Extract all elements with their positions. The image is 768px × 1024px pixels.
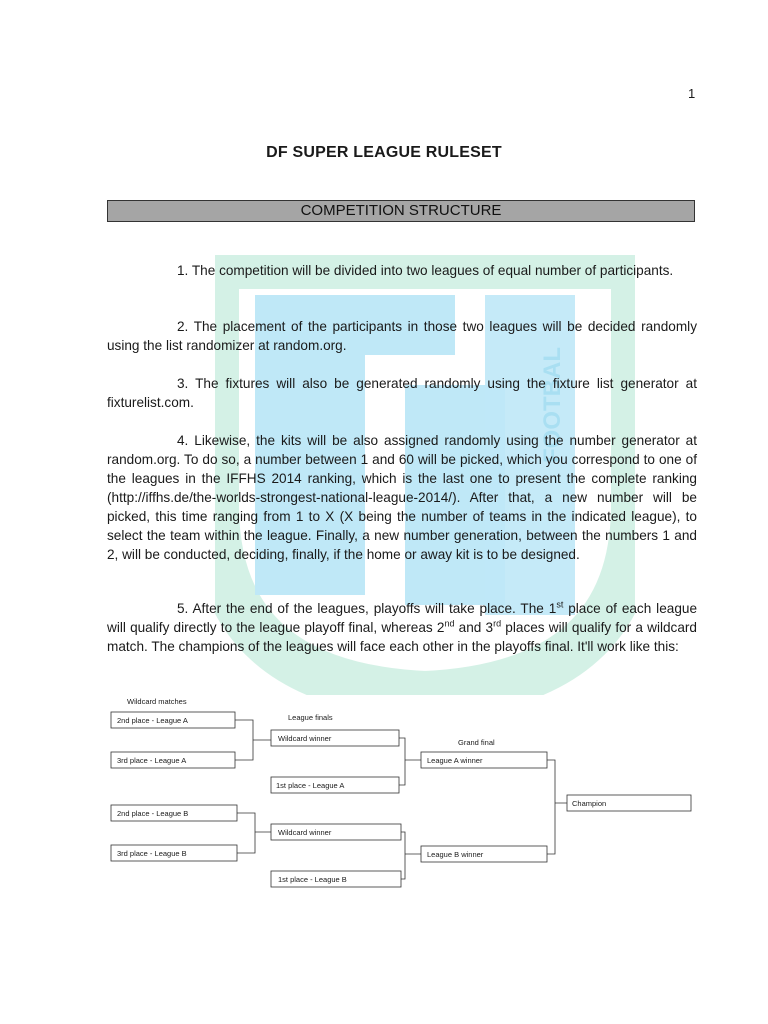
- bracket-entry: Wildcard winner: [278, 828, 332, 837]
- paragraph-4-text: 4. Likewise, the kits will be also assigned randomly using the number generator at random.org. To do so, a number between 1 and 60 will be picked, which you correspond to one of the leagues in the IFFHS 2014 ranking, which is the last one to present the complete ranking (http://iffhs.de/the-worlds-strongest-national-league-2014/). After that, a new number will be picked, this time ranging from 1 to X (X being the number of teams in the indicated league), to select the team within the league. Finally, a new number generation, between the numbers 1 and 2, will be conducted, deciding, finally, if the home or away kit is to be designed.: [107, 433, 697, 562]
- paragraph-3-text: 3. The fixtures will also be generated randomly using the fixture list generator at fixturelist.com.: [107, 376, 697, 410]
- paragraph-4: [107, 431, 697, 564]
- bracket-entry: League A winner: [427, 756, 483, 765]
- paragraph-5: [107, 599, 697, 656]
- bracket-header-league-finals: League finals: [288, 713, 333, 722]
- paragraph-5-part-b: place of each league will qualify directly to the league playoff final, whereas 2: [107, 601, 697, 635]
- paragraph-2-text: 2. The placement of the participants in those two leagues will be decided randomly using the list randomizer at random.org.: [107, 319, 697, 353]
- bracket-entry: 2nd place - League A: [117, 716, 188, 725]
- bracket-entry: League B winner: [427, 850, 484, 859]
- bracket-entry: 2nd place - League B: [117, 809, 189, 818]
- bracket-header-grand-final: Grand final: [458, 738, 495, 747]
- page-number: 1: [688, 86, 696, 101]
- bracket-champion: Champion: [572, 799, 607, 808]
- paragraph-5-part-c: and 3: [454, 620, 494, 635]
- bracket-entry: 1st place - League A: [276, 781, 345, 790]
- bracket-entry: 1st place - League B: [278, 875, 347, 884]
- ordinal-superscript: st: [556, 599, 564, 610]
- document-title: DF SUPER LEAGUE RULESET: [266, 144, 502, 161]
- bracket-entry: 3rd place - League B: [117, 849, 187, 858]
- paragraph-3: [107, 374, 697, 412]
- paragraph-5-part-d: places will qualify for a wildcard match. The champions of the leagues will face each other in the playoffs final. It'll work like this:: [107, 620, 697, 654]
- paragraph-5-part-a: 5. After the end of the leagues, playoffs will take place. The 1: [177, 601, 557, 616]
- watermark-text: FOOTBAL: [539, 347, 566, 463]
- bracket-header-wildcard: Wildcard matches: [127, 697, 187, 706]
- paragraph-1-text: 1. The competition will be divided into two leagues of equal number of participants.: [177, 263, 674, 278]
- paragraph-2: [107, 317, 697, 355]
- section-heading: COMPETITION STRUCTURE: [107, 200, 695, 222]
- paragraph-1: [107, 261, 697, 280]
- ordinal-superscript: rd: [493, 618, 502, 629]
- ordinal-superscript: nd: [444, 618, 455, 629]
- bracket-entry: Wildcard winner: [278, 734, 332, 743]
- bracket-entry: 3rd place - League A: [117, 756, 187, 765]
- playoff-bracket: [107, 690, 697, 895]
